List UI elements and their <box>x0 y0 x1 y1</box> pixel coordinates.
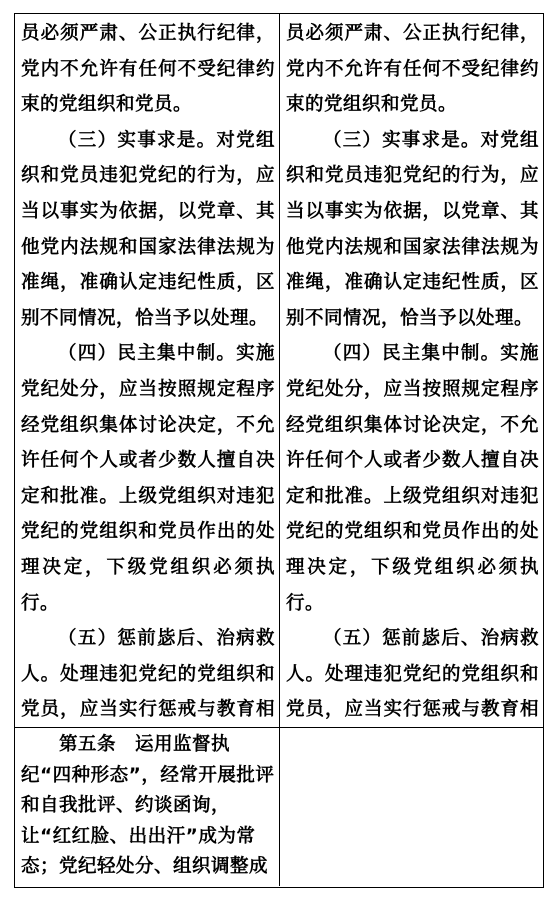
left-column-cell <box>15 728 279 886</box>
article-paragraph: 第五条 运用监督执纪“四种形态”，经常开展批评和自我批评、约谈函询，让“红红脸、出出汗”成为常态；党纪轻处分、组织调整成 <box>21 734 275 877</box>
right-column-cell <box>279 728 543 886</box>
right-column-cell <box>279 14 543 727</box>
table-row-bottom <box>15 728 543 886</box>
paragraph: （四）民主集中制。实施党纪处分，应当按照规定程序经党组织集体讨论决定，不允许任何个人或者少数人擅自决定和批准。上级党组织对违犯党纪的党组织和党员作出的处理决定，下级党组织必须执行。 <box>21 343 275 614</box>
paragraph: （五）惩前毖后、治病救人。处理违犯党纪的党组织和党员，应当实行惩戒与教育相 <box>21 628 275 721</box>
paragraph: 员必须严肃、公正执行纪律，党内不允许有任何不受纪律约束的党组织和党员。 <box>286 23 539 116</box>
paragraph: （三）实事求是。对党组织和党员违犯党纪的行为，应当以事实为依据，以党章、其他党内法规和国家法律法规为准绳，准确认定违纪性质，区别不同情况，恰当予以处理。 <box>21 129 275 329</box>
comparison-table <box>14 13 544 888</box>
paragraph: （三）实事求是。对党组织和党员违犯党纪的行为，应当以事实为依据，以党章、其他党内法规和国家法律法规为准绳，准确认定违纪性质，区别不同情况，恰当予以处理。 <box>286 129 539 329</box>
table-row-top <box>15 14 543 728</box>
paragraph: 员必须严肃、公正执行纪律，党内不允许有任何不受纪律约束的党组织和党员。 <box>21 23 275 116</box>
left-column-cell <box>15 14 279 727</box>
paragraph: （五）惩前毖后、治病救人。处理违犯党纪的党组织和党员，应当实行惩戒与教育相 <box>286 628 539 721</box>
paragraph: （四）民主集中制。实施党纪处分，应当按照规定程序经党组织集体讨论决定，不允许任何个人或者少数人擅自决定和批准。上级党组织对违犯党纪的党组织和党员作出的处理决定，下级党组织必须执行。 <box>286 343 539 614</box>
